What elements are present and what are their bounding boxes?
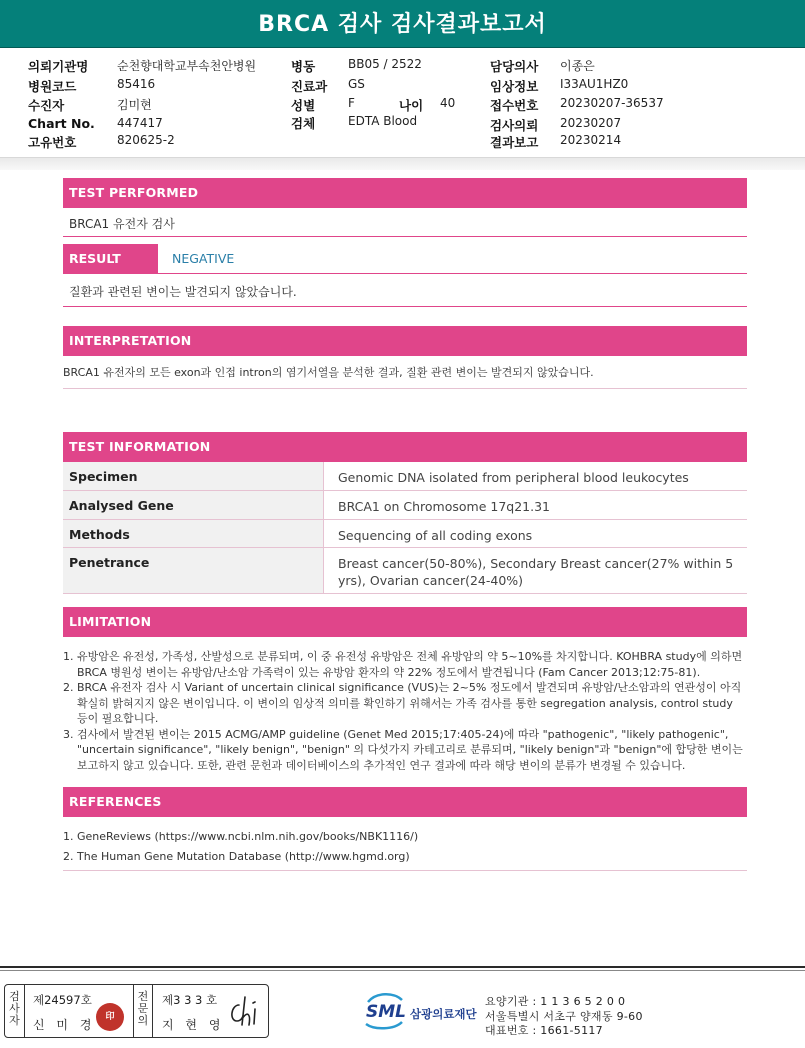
patient-value: 김미현 [117, 98, 152, 112]
info-value: Sequencing of all coding exons [338, 528, 533, 543]
specimen-label: 검체 [291, 116, 316, 131]
clinical-value: I33AU1HZ0 [560, 77, 629, 91]
request-date-label: 검사의뢰 [490, 118, 539, 133]
divider [63, 236, 747, 237]
doctor-name: 지 현 영 [162, 1018, 225, 1032]
table-row [63, 491, 747, 520]
table-row [63, 520, 747, 548]
footer-divider [0, 970, 805, 971]
info-key: Specimen [63, 462, 324, 490]
doctor-sig-label: 전문의 [133, 985, 153, 1037]
org-code: 요양기관 : 1 1 3 6 5 2 0 0 [485, 995, 626, 1008]
list-item: 3. 검사에서 발견된 변이는 2015 ACMG/AMP guideline (Genet Med 2015;17:405-24)에 따라 "pathogenic", "likely pathogenic", "uncertain significance", "likely benign", "benign" 의 다섯가지 카테고리로 분류되며, "likely benign"과 "benign"에 합당한 변이는 보고하지 않고 있습니다. 또한, 관련 문헌과 데이터베이스의 추가적인 연구 결과에 따라 해당 변이의 분류가 변경될 수 있습니다. [77, 727, 745, 774]
references-list [63, 827, 745, 867]
info-value: Genomic DNA isolated from peripheral blood leukocytes [338, 470, 689, 485]
report-title-bar [0, 0, 805, 48]
ward-value: BB05 / 2522 [348, 57, 422, 71]
receipt-value: 20230207-36537 [560, 96, 664, 110]
references-heading: REFERENCES [63, 787, 747, 817]
interpretation-text: BRCA1 유전자의 모든 exon과 인접 intron의 염기서열을 분석한 결과, 질환 관련 변이는 발견되지 않았습니다. [63, 366, 594, 379]
doctor-license: 제3 3 3 호 [162, 993, 218, 1007]
hospital-code-label: 병원코드 [28, 79, 77, 94]
test-performed-value: BRCA1 유전자 검사 [69, 217, 175, 231]
examiner-name: 신 미 경 [33, 1018, 96, 1032]
examiner-license: 제24597호 [33, 993, 92, 1007]
info-key: Analysed Gene [63, 491, 324, 519]
list-item: 1. 유방암은 유전성, 가족성, 산발성으로 분류되며, 이 중 유전성 유방암은 전체 유방암의 약 5~10%를 차지합니다. KOHBRA study에 의하면 BRCA 병원성 변이는 유방암/난소암 가족력이 있는 유방암 환자의 약 22% 정도에서 발견됩니다 (Fam Cancer 2013;12:75-81). [77, 649, 745, 680]
org-name: 삼광의료재단 [410, 1007, 477, 1021]
dept-value: GS [348, 77, 365, 91]
ward-label: 병동 [291, 59, 316, 74]
report-title: BRCA 검사 검사결과보고서 [258, 12, 547, 37]
test-information-heading: TEST INFORMATION [63, 432, 747, 462]
signature-box [4, 984, 269, 1038]
seal-stamp-icon: 印 [96, 1003, 124, 1031]
patient-label: 수진자 [28, 98, 65, 113]
result-detail: 질환과 관련된 변이는 발견되지 않았습니다. [69, 285, 297, 299]
sex-label: 성별 [291, 98, 316, 113]
divider [63, 388, 747, 389]
list-item: 2. The Human Gene Mutation Database (http://www.hgmd.org) [77, 847, 745, 867]
interpretation-heading: INTERPRETATION [63, 326, 747, 356]
footer-divider [0, 966, 805, 968]
limitation-list [63, 649, 745, 773]
institution-value: 순천향대학교부속천안병원 [117, 59, 257, 73]
org-address: 서울특별시 서초구 양재동 9-60 [485, 1010, 643, 1023]
table-row [63, 548, 747, 594]
header-divider [0, 158, 805, 170]
info-value: Breast cancer(50-80%), Secondary Breast cancer(27% within 5 yrs), Ovarian cancer(24-40%) [338, 556, 734, 588]
limitation-heading: LIMITATION [63, 607, 747, 637]
chart-no-value: 447417 [117, 116, 163, 130]
info-value: BRCA1 on Chromosome 17q21.31 [338, 499, 550, 514]
test-performed-heading: TEST PERFORMED [63, 178, 747, 208]
info-key: Penetrance [63, 548, 324, 593]
info-key: Methods [63, 520, 324, 547]
chart-no-label: Chart No. [28, 116, 95, 131]
receipt-label: 접수번호 [490, 98, 539, 113]
unique-no-value: 820625-2 [117, 133, 175, 147]
sex-value: F [348, 96, 355, 110]
divider [63, 870, 747, 871]
age-value: 40 [440, 96, 456, 110]
divider [63, 306, 747, 307]
org-abbr: SML [366, 1002, 406, 1022]
table-row [63, 462, 747, 491]
result-label: RESULT [63, 244, 158, 274]
list-item: 2. BRCA 유전자 검사 시 Variant of uncertain clinical significance (VUS)는 2~5% 정도에서 발견되며 유방암/난소암과의 연관성이 아직 확실히 밝혀지지 않은 변이입니다. 이 변이의 임상적 의미를 확인하기 위해서는 가족 검사를 통한 segregation analysis, control study 등이 필요합니다. [77, 680, 745, 727]
clinical-label: 임상정보 [490, 79, 539, 94]
hospital-code-value: 85416 [117, 77, 156, 91]
patient-info-panel [0, 48, 805, 158]
request-date-value: 20230207 [560, 116, 622, 130]
institution-label: 의뢰기관명 [28, 59, 89, 74]
result-row [63, 244, 747, 274]
dept-label: 진료과 [291, 79, 328, 94]
report-date-value: 20230214 [560, 133, 622, 147]
doctor-label: 담당의사 [490, 59, 539, 74]
age-label: 나이 [399, 98, 424, 113]
signature-icon [225, 991, 265, 1033]
specimen-value: EDTA Blood [348, 114, 418, 128]
doctor-value: 이종은 [560, 59, 595, 73]
list-item: 1. GeneReviews (https://www.ncbi.nlm.nih.gov/books/NBK1116/) [77, 827, 745, 847]
report-date-label: 결과보고 [490, 135, 539, 150]
unique-no-label: 고유번호 [28, 135, 77, 150]
org-phone: 대표번호 : 1661-5117 [485, 1024, 603, 1037]
result-value: NEGATIVE [172, 251, 235, 266]
examiner-label: 검사자 [5, 985, 25, 1037]
